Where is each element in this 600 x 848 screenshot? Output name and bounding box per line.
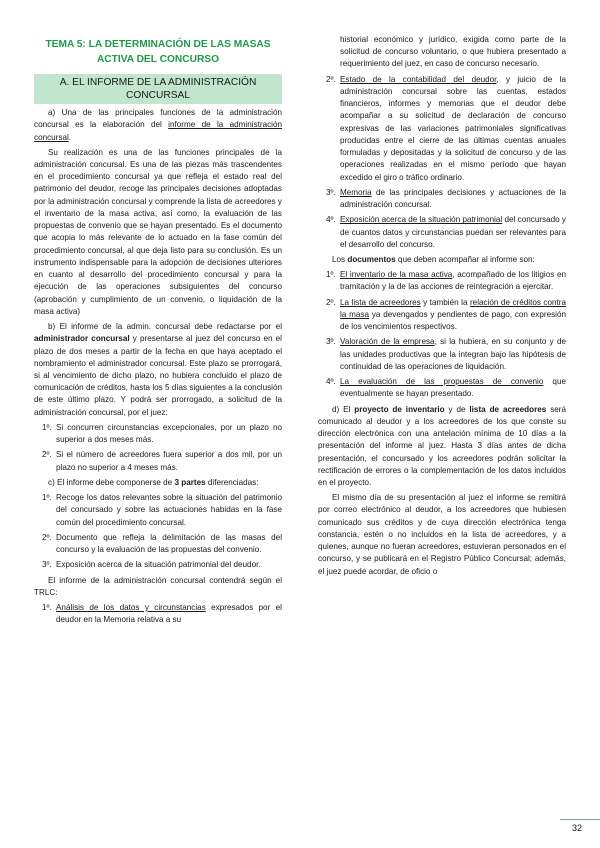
list-item: 1º. Recoge los datos relevantes sobre la situación del patrimonio del concursado y sobre las actuaciones habidas en la fase común del procedimiento concursal. bbox=[42, 493, 282, 527]
list-item: 3º. Memoria de las principales decisiones y actuaciones de la administración concursal. bbox=[326, 187, 566, 210]
paragraph-trlc: El informe de la administración concursal contendrá según el TRLC: bbox=[34, 575, 282, 597]
paragraph-realizacion: Su realización es una de las funciones principales de la administración concursal. Es una de las piezas más trascendentes en el procedimiento concursal ya que refleja el estado real del patrimonio del deudor, recoge las principales decisiones adoptadas por la administración concursal y comprende la lista de acreedores y el inventario de la masa activa, así como, la evaluación de las propuestas de convenio que se hayan presentado. Es el documento que acopia lo más relevante de lo actuado en la fase común del procedimiento concursal, al que deja listo para su conclusión. Es un instrumento indispensable para la adopción de decisiones ulteriores en cuanto al desarrollo del procedimiento concursal y para la ejecución de las operaciones subsiguientes del concurso (aprobación y cumplimiento de un convenio, o liquidación de la masa activa) bbox=[34, 147, 282, 316]
bold-term: lista de acreedores bbox=[469, 404, 547, 414]
underlined-term: informe de la administración concursal bbox=[34, 120, 282, 142]
paragraph-c: c) El informe debe componerse de 3 partes diferenciadas: bbox=[48, 477, 259, 487]
list-item-continuation: historial económico y jurídico, exigida como parte de la solicitud de concurso voluntario, o que hubiera presentado a requerimiento del juez, en caso de concurso necesario. bbox=[340, 35, 566, 69]
list-item: 2º. Estado de la contabilidad del deudor, y juicio de la administración concursal sobre las cuentas, estados financieros, informes y memorias que el deudor debe acompañar a su solicitud de declaración de concurso expresivas de las variaciones patrimoniales significativas producidas entre el cierre de las últimas cuentas anuales formuladas y depositadas y la solicitud de concurso y de las operaciones realizadas en el mismo período que hayan excedido el giro o tráfico ordinario. bbox=[326, 74, 566, 182]
bold-term: administrador concursal bbox=[34, 334, 130, 344]
paragraph-documentos: Los documentos que deben acompañar al informe son: bbox=[332, 254, 535, 264]
list-item: 1º. El inventario de la masa activa, acompañado de los litigios en tramitación y la de las acciones de reintegración a ejercitar. bbox=[326, 270, 566, 292]
right-column bbox=[318, 34, 566, 581]
page-number: 32 bbox=[571, 823, 582, 833]
paragraph-a: a) Una de las principales funciones de la administración concursal es la elaboración del informe de la administración concursal. bbox=[34, 108, 282, 142]
list-item: 2º. Documento que refleja la delimitación de las masas del concurso y la evaluación de las propuestas del convenio. bbox=[42, 532, 282, 555]
list-item: 3º. Exposición acerca de la situación patrimonial del deudor. bbox=[42, 560, 261, 570]
list-item: 3º. Valoración de la empresa, si la hubiera, en su conjunto y de las unidades productivas que la integran bajo las hipótesis de continuidad de las operaciones de liquidación. bbox=[326, 337, 566, 371]
bold-term: proyecto de inventario bbox=[354, 404, 445, 414]
list-item: 2º. La lista de acreedores y también la relación de créditos contra la masa ya devengados y pendientes de pago, con expresión de los vencimientos respectivos. bbox=[326, 297, 567, 332]
list-item: 2º. Si el número de acreedores fuera superior a dos mil, por un plazo no superior a 4 meses más. bbox=[42, 450, 282, 472]
footer-rule bbox=[560, 819, 600, 820]
list-item: 1º. Análisis de los datos y circunstancias expresados por el deudor en la Memoria relativa a su bbox=[42, 602, 282, 625]
list-item: 4º. Exposición acerca de la situación patrimonial del concursado y de cuantos datos y circunstancias puedan ser relevantes para el desarrollo del concurso. bbox=[326, 215, 566, 249]
left-column bbox=[34, 34, 282, 629]
bold-term: documentos bbox=[347, 254, 396, 264]
paragraph-mismo-dia: El mismo día de su presentación al juez el informe se remitirá por correo electrónico al deudor, a los acreedores que hubiesen comunicado sus créditos y de cuya dirección electrónica tenga constancia, estén o no incluidos en la lista de acreedores, y a quienes, aunque no fueran acreedores, estuvieran personados en el concurso, y se publicará en el Registro Público Concursal; además, el juez puede acordar, de oficio o bbox=[318, 493, 566, 576]
list-item: 1º. Si concurren circunstancias excepcionales, por un plazo no superior a dos meses más. bbox=[42, 422, 282, 445]
bold-term: 3 partes bbox=[174, 477, 206, 487]
section-heading: A. EL INFORME DE LA ADMINISTRACIÓN CONCURSAL bbox=[34, 74, 282, 105]
page-title: TEMA 5: LA DETERMINACIÓN DE LAS MASAS ACTIVA DEL CONCURSO bbox=[45, 39, 271, 65]
paragraph-b: b) El informe de la admin. concursal debe redactarse por el administrador concursal y presentarse al juez del concurso en el plazo de dos meses a partir de la fecha en que haya aceptado el nombramiento el administrador concursal. Este plazo se prorrogará, si al vencimiento de dicho plazo, no hubiera concluido el plazo de comunicación de créditos, hasta los 5 días siguientes a la conclusión de este último plazo. Y podrá ser prorrogado, a solicitud de la administración concursal, por el juez: bbox=[34, 322, 282, 417]
paragraph-d: d) El proyecto de inventario y de lista de acreedores será comunicado al deudor y a los acreedores de los que conste su dirección electrónica con una antelación mínima de 10 días a la presentación del informe al juez. Hasta 3 días antes de dicha presentación, el concursado y los acreedores podrán solicitar la rectificación de errores o la complementación de los datos incluidos en el proyecto. bbox=[318, 404, 567, 487]
list-item: 4º. La evaluación de las propuestas de convenio que eventualmente se hayan presentado. bbox=[326, 377, 566, 399]
